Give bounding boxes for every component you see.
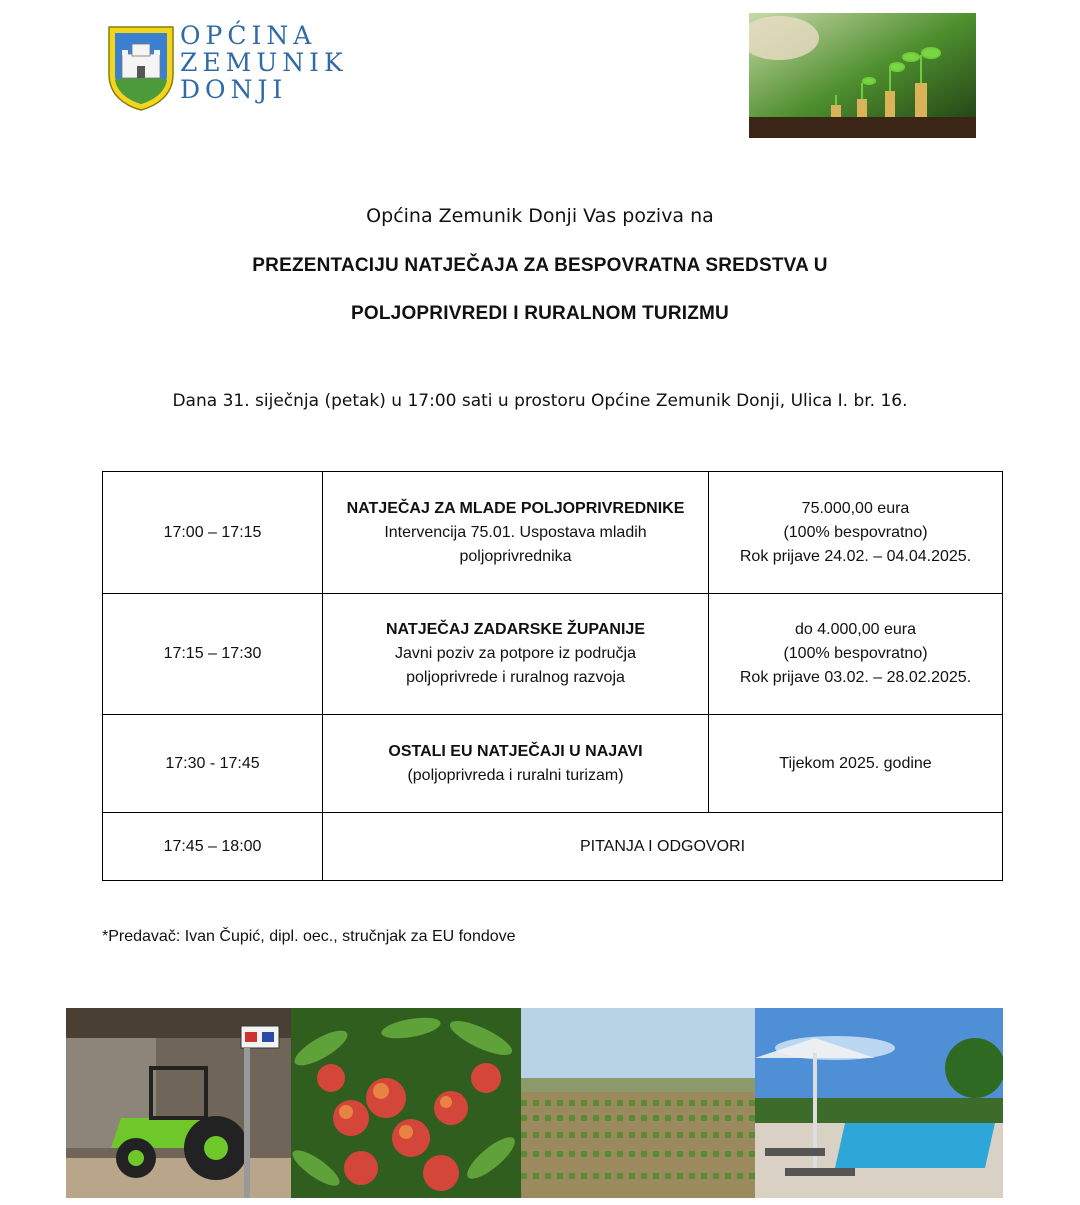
funding-info	[709, 594, 1003, 715]
funding-note: (100% bespovratno)	[783, 523, 928, 541]
agenda-time: 17:15 – 17:30	[103, 594, 323, 715]
event-title-line-1: PREZENTACIJU NATJEČAJA ZA BESPOVRATNA SREDSTVA U	[252, 255, 828, 276]
agenda-time: 17:45 – 18:00	[103, 813, 323, 881]
tractor-photo	[66, 1008, 291, 1198]
topic-title: NATJEČAJ ZA MLADE POLJOPRIVREDNIKE	[346, 499, 685, 517]
topic-title: NATJEČAJ ZADARSKE ŽUPANIJE	[386, 621, 645, 638]
agenda-topic: PITANJA I ODGOVORI	[323, 813, 1003, 881]
agenda-time: 17:30 - 17:45	[103, 715, 323, 813]
municipality-logo	[106, 22, 376, 114]
funding-deadline: Rok prijave 03.02. – 28.02.2025.	[739, 669, 972, 686]
logo-line-3: DONJI	[180, 75, 288, 104]
event-date-location: Dana 31. siječnja (petak) u 17:00 sati u prostoru Općine Zemunik Donji, Ulica I. br. 16.	[172, 391, 908, 411]
logo-wordmark	[180, 22, 348, 103]
event-title-line-2: POLJOPRIVREDI I RURALNOM TURIZMU	[351, 303, 729, 324]
topic-desc: Javni poziv za potpore iz područja	[394, 645, 637, 662]
funding-info	[709, 472, 1003, 594]
agenda-topic	[323, 594, 709, 715]
funding-amount: do 4.000,00 eura	[795, 621, 916, 638]
topic-desc: poljoprivrede i ruralnog razvoja	[406, 669, 625, 686]
funding-deadline: Rok prijave 24.02. – 04.04.2025.	[739, 547, 972, 565]
topic-desc: (poljoprivreda i ruralni turizam)	[407, 766, 624, 784]
logo-line-2: ZEMUNIK	[180, 48, 348, 77]
agenda-topic	[323, 472, 709, 594]
invitation-line: Općina Zemunik Donji Vas poziva na	[366, 205, 714, 227]
funding-info	[709, 715, 1003, 813]
agenda-table	[102, 471, 1003, 881]
coat-of-arms-icon	[106, 24, 176, 112]
funding-amount: 75.000,00 eura	[801, 499, 910, 517]
agenda-topic	[323, 715, 709, 813]
logo-line-1: OPĆINA	[180, 21, 317, 50]
agenda-time: 17:00 – 17:15	[103, 472, 323, 594]
peaches-photo	[291, 1008, 521, 1198]
presenter-footnote: *Predavač: Ivan Čupić, dipl. oec., stručnjak za EU fondove	[102, 928, 516, 945]
funding-note: (100% bespovratno)	[783, 645, 928, 662]
funding-amount: Tijekom 2025. godine	[779, 754, 932, 772]
topic-desc: poljoprivrednika	[459, 547, 572, 565]
pool-terrace-photo	[755, 1008, 1003, 1198]
orchard-field-photo	[521, 1008, 755, 1198]
topic-desc: Intervencija 75.01. Uspostava mladih	[384, 523, 647, 541]
agenda-row	[103, 472, 1003, 594]
agenda-row	[103, 715, 1003, 813]
agenda-row	[103, 813, 1003, 881]
topic-title: OSTALI EU NATJEČAJI U NAJAVI	[388, 742, 643, 760]
growth-sprouts-photo	[749, 13, 976, 138]
agenda-row	[103, 594, 1003, 715]
